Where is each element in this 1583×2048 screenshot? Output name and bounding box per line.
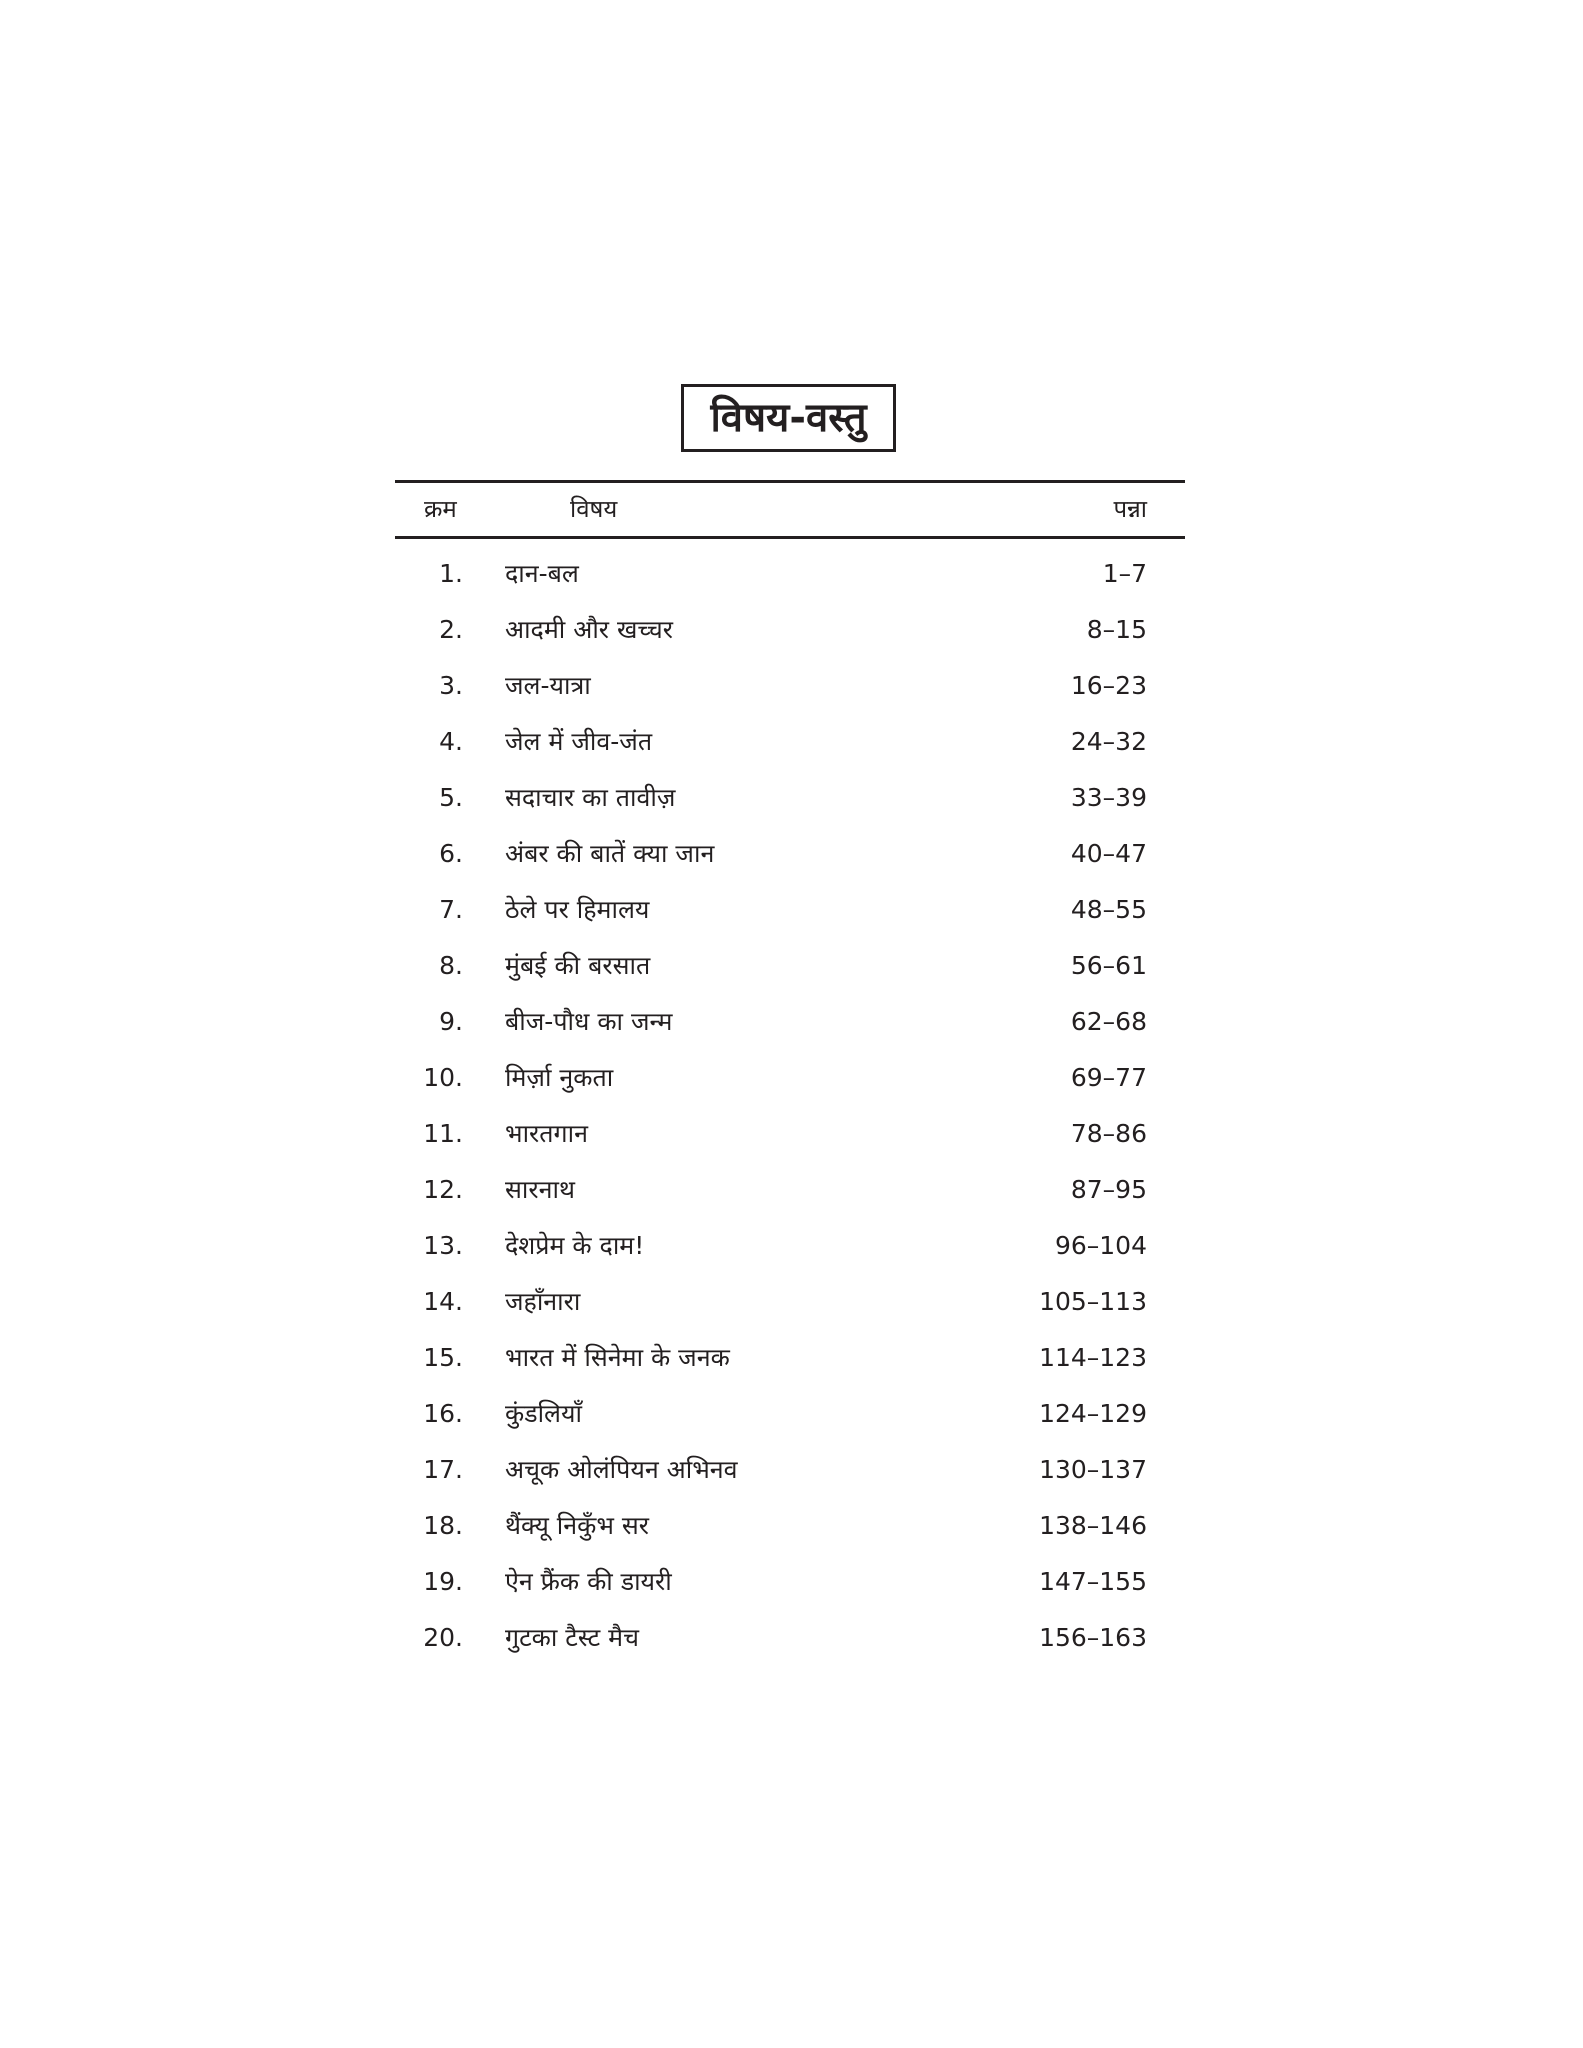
row-number: 15. <box>423 1343 463 1372</box>
row-title: ऐन फ्रैंक की डायरी <box>505 1567 672 1596</box>
table-row <box>395 1450 1185 1490</box>
table-row <box>395 890 1185 930</box>
table-row <box>395 1618 1185 1658</box>
row-number: 20. <box>423 1623 463 1652</box>
row-title: सारनाथ <box>505 1175 575 1204</box>
row-number: 9. <box>439 1007 463 1036</box>
header-number: क्रम <box>424 495 457 523</box>
header-subject: विषय <box>570 495 618 523</box>
table-row <box>395 554 1185 594</box>
row-pages: 114–123 <box>1039 1343 1147 1372</box>
header-page: पन्ना <box>1113 495 1147 523</box>
row-title: गुटका टैस्ट मैच <box>505 1623 639 1652</box>
row-pages: 40–47 <box>1070 839 1147 868</box>
table-row <box>395 834 1185 874</box>
row-title: भारत में सिनेमा के जनक <box>505 1343 730 1372</box>
table-row <box>395 1338 1185 1378</box>
row-pages: 87–95 <box>1070 1175 1147 1204</box>
row-pages: 147–155 <box>1039 1567 1147 1596</box>
row-title: मिर्ज़ा नुकता <box>505 1063 614 1092</box>
page-title <box>681 384 896 452</box>
row-pages: 78–86 <box>1070 1119 1147 1148</box>
table-row <box>395 1170 1185 1210</box>
table-row <box>395 1394 1185 1434</box>
table-row <box>395 1282 1185 1322</box>
row-title: कुंडलियाँ <box>505 1399 582 1428</box>
table-row <box>395 1226 1185 1266</box>
row-pages: 56–61 <box>1070 951 1147 980</box>
row-pages: 62–68 <box>1070 1007 1147 1036</box>
table-row <box>395 778 1185 818</box>
row-number: 11. <box>423 1119 463 1148</box>
row-pages: 33–39 <box>1070 783 1147 812</box>
row-number: 13. <box>423 1231 463 1260</box>
table-row <box>395 1002 1185 1042</box>
row-number: 18. <box>423 1511 463 1540</box>
row-title: बीज-पौध का जन्म <box>505 1007 673 1036</box>
row-number: 2. <box>439 615 463 644</box>
row-pages: 48–55 <box>1070 895 1147 924</box>
row-number: 14. <box>423 1287 463 1316</box>
row-number: 4. <box>439 727 463 756</box>
row-pages: 105–113 <box>1039 1287 1147 1316</box>
row-title: देशप्रेम के दाम! <box>505 1231 645 1260</box>
table-row <box>395 1114 1185 1154</box>
row-number: 12. <box>423 1175 463 1204</box>
row-number: 6. <box>439 839 463 868</box>
row-pages: 1–7 <box>1102 559 1147 588</box>
row-pages: 124–129 <box>1039 1399 1147 1428</box>
table-row <box>395 1058 1185 1098</box>
row-title: थैंक्यू निकुँभ सर <box>505 1511 649 1540</box>
table-row <box>395 1562 1185 1602</box>
row-number: 3. <box>439 671 463 700</box>
page-title-text: विषय-वस्तु <box>710 395 867 441</box>
table-row <box>395 946 1185 986</box>
table-row <box>395 1506 1185 1546</box>
row-number: 16. <box>423 1399 463 1428</box>
row-title: मुंबई की बरसात <box>505 951 651 980</box>
row-title: आदमी और खच्चर <box>505 615 673 644</box>
row-pages: 130–137 <box>1039 1455 1147 1484</box>
table-row <box>395 610 1185 650</box>
row-number: 17. <box>423 1455 463 1484</box>
row-number: 10. <box>423 1063 463 1092</box>
row-title: जहाँनारा <box>505 1287 581 1316</box>
row-title: दान-बल <box>505 559 579 588</box>
row-pages: 69–77 <box>1070 1063 1147 1092</box>
row-number: 19. <box>423 1567 463 1596</box>
row-pages: 24–32 <box>1070 727 1147 756</box>
row-title: जेल में जीव-जंत <box>505 727 653 756</box>
row-title: जल-यात्रा <box>505 671 591 700</box>
row-number: 1. <box>439 559 463 588</box>
row-number: 5. <box>439 783 463 812</box>
row-title: अचूक ओलंपियन अभिनव <box>505 1455 738 1484</box>
row-pages: 96–104 <box>1054 1231 1147 1260</box>
row-number: 7. <box>439 895 463 924</box>
row-number: 8. <box>439 951 463 980</box>
row-pages: 156–163 <box>1039 1623 1147 1652</box>
row-title: ठेले पर हिमालय <box>505 895 650 924</box>
table-header-rule <box>395 536 1185 539</box>
row-title: भारतगान <box>505 1119 588 1148</box>
row-title: सदाचार का तावीज़ <box>505 783 676 812</box>
table-row <box>395 666 1185 706</box>
table-row <box>395 722 1185 762</box>
row-pages: 16–23 <box>1070 671 1147 700</box>
row-title: अंबर की बातें क्या जान <box>505 839 715 868</box>
table-header-row <box>395 483 1185 536</box>
row-pages: 8–15 <box>1086 615 1147 644</box>
row-pages: 138–146 <box>1039 1511 1147 1540</box>
